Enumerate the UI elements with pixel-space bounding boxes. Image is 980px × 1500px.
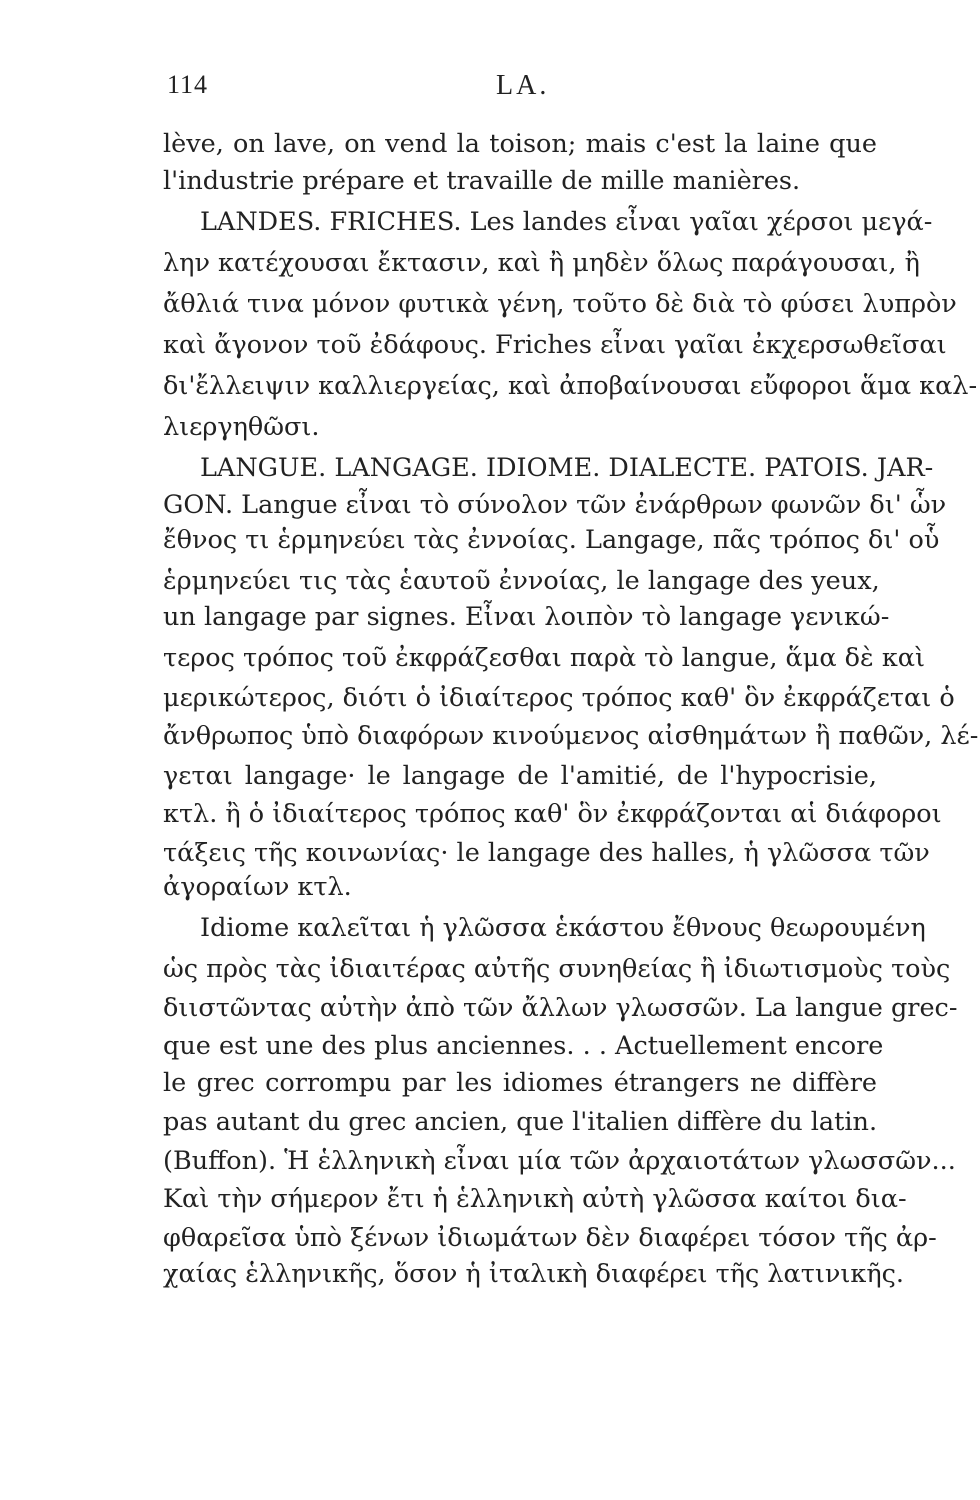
text-line: Idiome καλεῖται ἡ γλῶσσα ἑκάστου ἔθνους θεωρουμένη (200, 913, 926, 943)
text-line: GON. Langue εἶναι τὸ σύνολον τῶν ἐνάρθρων φωνῶν δι' ὧν (163, 490, 947, 520)
text-line: LANGUE. LANGAGE. IDIOME. DIALECTE. PATOIS. JAR- (200, 453, 934, 483)
text-line: καὶ ἄγονον τοῦ ἐδάφους. Friches εἶναι γαῖαι ἐκχερσωθεῖσαι (163, 330, 947, 360)
running-head: LA. (496, 70, 550, 101)
text-line: que est une des plus anciennes. . . Actuellement encore (163, 1031, 884, 1061)
text-line: le grec corrompu par les idiomes étrangers ne diffère (163, 1068, 877, 1098)
text-line: χαίας ἑλληνικῆς, ὅσον ἡ ἰταλικὴ διαφέρει τῆς λατινικῆς. (163, 1259, 904, 1289)
text-line: ἀγοραίων κτλ. (163, 872, 352, 902)
text-line: Καὶ τὴν σήμερον ἔτι ἡ ἑλληνικὴ αὐτὴ γλῶσσα καίτοι δια- (163, 1184, 907, 1214)
text-line: l'industrie prépare et travaille de mille manières. (163, 166, 801, 196)
text-line: τάξεις τῆς κοινωνίας· le langage des halles, ἡ γλῶσσα τῶν (163, 838, 930, 868)
text-line: lève, on lave, on vend la toison; mais c'est la laine que (163, 129, 877, 159)
text-line: LANDES. FRICHES. Les landes εἶναι γαῖαι χέρσοι μεγά- (200, 207, 933, 237)
text-line: un langage par signes. Εἶναι λοιπὸν τὸ langage γενικώ- (163, 602, 890, 632)
text-line: διιστῶντας αὐτὴν ἀπὸ τῶν ἄλλων γλωσσῶν. La langue grec- (163, 993, 958, 1023)
text-line: φθαρεῖσα ὑπὸ ξένων ἰδιωμάτων δὲν διαφέρει τόσον τῆς ἀρ- (163, 1223, 937, 1253)
text-line: ὡς πρὸς τὰς ἰδιαιτέρας αὐτῆς συνηθείας ἢ ἰδιωτισμοὺς τοὺς (163, 954, 951, 984)
text-line: κτλ. ἢ ὁ ἰδιαίτερος τρόπος καθ' ὃν ἐκφράζονται αἱ διάφοροι (163, 799, 942, 829)
text-line: δι'ἔλλειψιν καλλιεργείας, καὶ ἀποβαίνουσαι εὔφοροι ἅμα καλ- (163, 371, 978, 401)
text-line: ἄθλιά τινα μόνον φυτικὰ γένη, τοῦτο δὲ διὰ τὸ φύσει λυπρὸν (163, 289, 957, 319)
text-line: ἄνθρωπος ὑπὸ διαφόρων κινούμενος αἰσθημάτων ἢ παθῶν, λέ- (163, 721, 979, 751)
text-line: λιεργηθῶσι. (163, 412, 320, 442)
text-line: λην κατέχουσαι ἔκτασιν, καὶ ἢ μηδὲν ὅλως παράγουσαι, ἢ (163, 248, 920, 278)
text-line: pas autant du grec ancien, que l'italien diffère du latin. (163, 1107, 878, 1137)
text-line: μερικώτερος, διότι ὁ ἰδιαίτερος τρόπος καθ' ὃν ἐκφράζεται ὁ (163, 683, 955, 713)
text-line: (Buffon). Ἡ ἑλληνικὴ εἶναι μία τῶν ἀρχαιοτάτων γλωσσῶν... (163, 1146, 956, 1176)
text-line: γεται langage· le langage de l'amitié, de l'hypocrisie, (163, 761, 877, 791)
text-line: ἑρμηνεύει τις τὰς ἑαυτοῦ ἐννοίας, le langage des yeux, (163, 566, 880, 596)
text-line: ἔθνος τι ἑρμηνεύει τὰς ἐννοίας. Langage, πᾶς τρόπος δι' οὗ (163, 525, 940, 555)
text-line: τερος τρόπος τοῦ ἐκφράζεσθαι παρὰ τὸ langue, ἅμα δὲ καὶ (163, 643, 925, 673)
page-number: 114 (167, 70, 209, 99)
